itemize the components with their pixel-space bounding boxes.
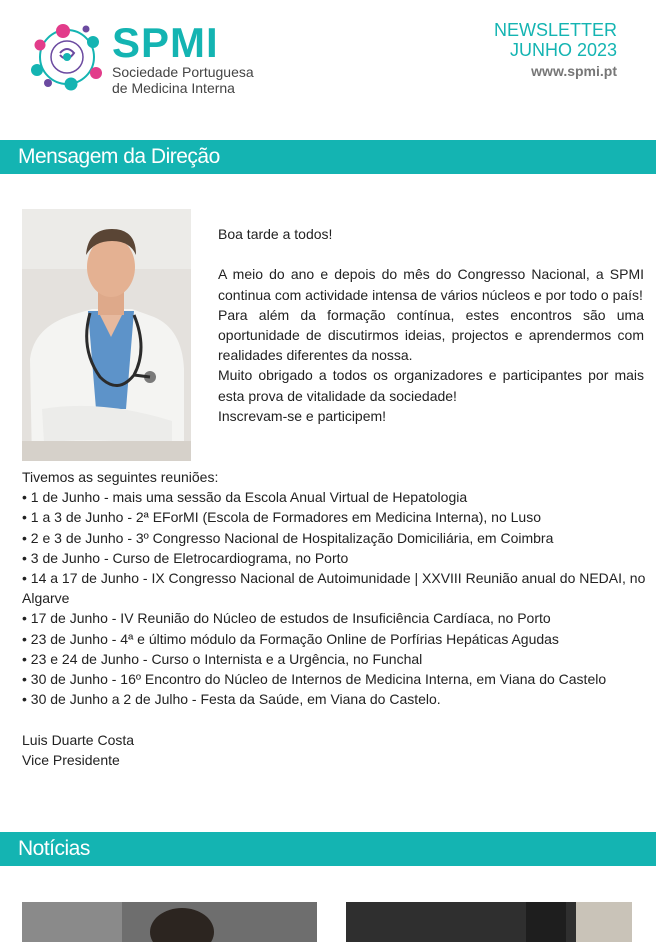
signature (22, 730, 134, 770)
intro-paragraph: Muito obrigado a todos os organizadores e participantes por mais esta prova de vitalidade da sociedade! (218, 367, 644, 404)
newsletter-header (0, 0, 656, 140)
meeting-item: • 3 de Junho - Curso de Eletrocardiograma, no Porto (22, 549, 349, 566)
direction-message (218, 224, 644, 426)
meeting-item: • 23 e 24 de Junho - Curso o Internista e a Urgência, no Funchal (22, 650, 423, 667)
section-title-direction: Mensagem da Direção (0, 140, 656, 174)
signature-name: Luis Duarte Costa (22, 732, 135, 748)
section-title-news: Notícias (0, 832, 656, 866)
spmi-logo[interactable] (26, 20, 256, 100)
meeting-item: • 30 de Junho - 16º Encontro do Núcleo de Internos de Medicina Interna, em Viana do Castelo (22, 671, 607, 688)
spmi-logo-mark-icon (26, 20, 108, 94)
meeting-item: • 30 de Junho a 2 de Julho - Festa da Saúde, em Viana do Castelo. (22, 691, 441, 708)
news-image-2[interactable] (346, 902, 632, 942)
meetings-list-intro: Tivemos as seguintes reuniões: (22, 469, 219, 485)
meetings-list (22, 467, 652, 709)
doctor-photo (22, 209, 191, 461)
meeting-item: • 1 a 3 de Junho - 2ª EForMI (Escola de Formadores em Medicina Interna), no Luso (22, 509, 541, 526)
logo-subtitle-line-2: de Medicina Interna (112, 80, 235, 96)
doctor-illustration (22, 209, 191, 461)
news-image-2-illustration (346, 902, 632, 942)
newsletter-label: NEWSLETTER (493, 20, 617, 40)
logo-title: SPMI (112, 19, 219, 66)
intro-paragraph: A meio do ano e depois do mês do Congresso Nacional, a SPMI continua com actividade intensa de vários núcleos e por todo o país! (218, 266, 644, 303)
newsletter-date: JUNHO 2023 (509, 40, 617, 60)
meeting-item: • 1 de Junho - mais uma sessão da Escola Anual Virtual de Hepatologia (22, 489, 468, 506)
intro-paragraph: Boa tarde a todos! (218, 226, 333, 242)
news-image-1[interactable] (22, 902, 317, 942)
intro-paragraph (218, 244, 644, 264)
meeting-item: • 2 e 3 de Junho - 3º Congresso Nacional de Hospitalização Domiciliária, em Coimbra (22, 529, 554, 546)
website-link[interactable]: www.spmi.pt (531, 63, 617, 79)
signature-role: Vice Presidente (22, 752, 120, 769)
newsletter-info (494, 20, 617, 79)
intro-paragraph: Para além da formação contínua, estes encontros são uma oportunidade de discutirmos ideias, projectos e aprendermos com realidades diferentes da nossa. (218, 306, 644, 364)
intro-paragraph: Inscrevam-se e participem! (218, 407, 387, 424)
meeting-item: • 23 de Junho - 4ª e último módulo da Formação Online de Porfírias Hepáticas Agudas (22, 630, 559, 647)
meeting-item: • 17 de Junho - IV Reunião do Núcleo de estudos de Insuficiência Cardíaca, no Porto (22, 610, 551, 627)
logo-subtitle-line-1: Sociedade Portuguesa (112, 64, 254, 80)
news-image-1-illustration (22, 902, 317, 942)
meeting-item: • 14 a 17 de Junho - IX Congresso Nacional de Autoimunidade | XXVIII Reunião anual do NEDAI, no Algarve (22, 570, 646, 607)
